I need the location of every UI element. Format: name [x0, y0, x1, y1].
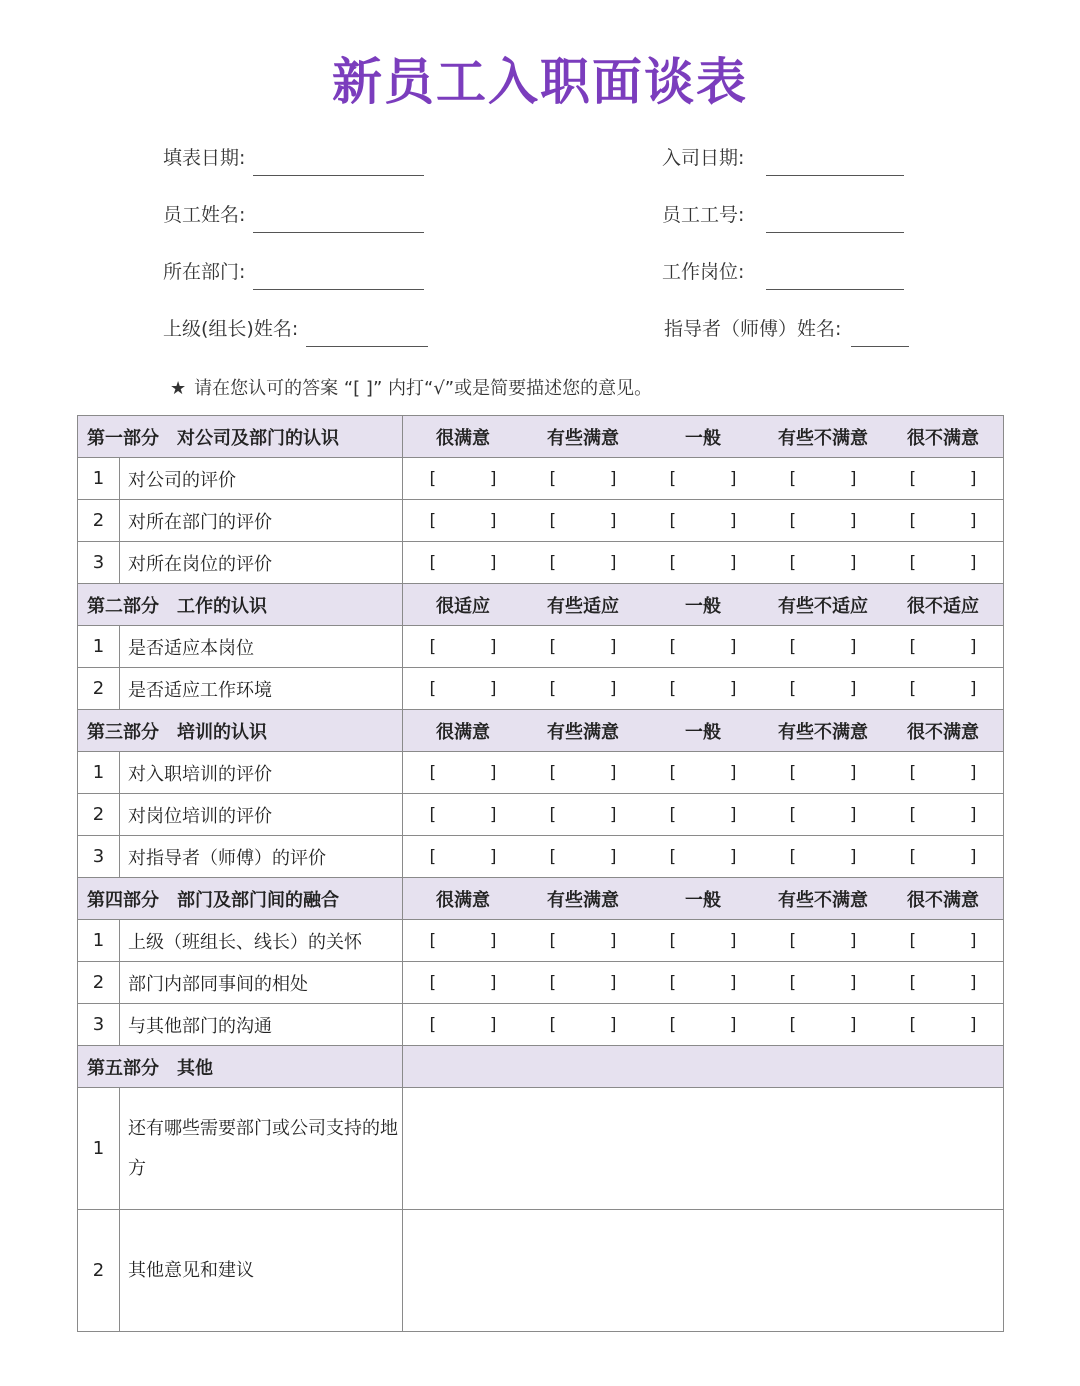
answer-checkbox[interactable]: [ ]	[787, 846, 859, 867]
option-header: 有些不满意	[778, 889, 868, 911]
table-row	[78, 962, 1004, 1004]
answer-checkbox[interactable]: [ ]	[667, 972, 739, 993]
table-row	[78, 1088, 1004, 1210]
option-header: 有些满意	[547, 889, 619, 911]
answer-checkbox[interactable]: [ ]	[787, 1014, 859, 1035]
section-options	[403, 710, 1004, 752]
option-header: 有些适应	[547, 595, 619, 617]
answer-checkbox[interactable]: [ ]	[667, 846, 739, 867]
name-label: 员工姓名:	[163, 204, 246, 226]
option-header: 一般	[685, 595, 721, 617]
answer-checkbox[interactable]: [ ]	[667, 510, 739, 531]
answer-checkbox[interactable]: [ ]	[907, 804, 979, 825]
department-input[interactable]	[253, 265, 424, 290]
row-number: 3	[78, 836, 120, 878]
interview-table	[77, 415, 1004, 1332]
star-icon: ★	[170, 378, 187, 399]
instruction-note	[170, 374, 652, 400]
answer-cell[interactable]	[403, 458, 1004, 500]
answer-checkbox[interactable]: [ ]	[907, 972, 979, 993]
department-label: 所在部门:	[163, 261, 246, 283]
section-header-row	[78, 710, 1004, 752]
question-text: 上级（班组长、线长）的关怀	[120, 920, 403, 962]
row-number: 2	[78, 794, 120, 836]
employee-id-label: 员工工号:	[662, 204, 745, 226]
row-number: 3	[78, 1004, 120, 1046]
answer-checkbox[interactable]: [ ]	[427, 636, 499, 657]
section-title: 第五部分 其他	[78, 1046, 403, 1088]
supervisor-label: 上级(组长)姓名:	[163, 318, 299, 340]
option-header: 一般	[685, 427, 721, 449]
answer-cell[interactable]	[403, 500, 1004, 542]
section-header-row	[78, 416, 1004, 458]
table-row	[78, 752, 1004, 794]
answer-checkbox[interactable]: [ ]	[787, 510, 859, 531]
option-header: 很满意	[436, 889, 490, 911]
answer-checkbox[interactable]: [ ]	[547, 762, 619, 783]
option-header: 有些满意	[547, 721, 619, 743]
answer-checkbox[interactable]: [ ]	[907, 468, 979, 489]
answer-checkbox[interactable]: [ ]	[427, 930, 499, 951]
table-row	[78, 1210, 1004, 1332]
option-header: 一般	[685, 721, 721, 743]
question-text: 对公司的评价	[120, 458, 403, 500]
answer-checkbox[interactable]: [ ]	[787, 804, 859, 825]
fill-date-field	[163, 140, 424, 176]
answer-checkbox[interactable]: [ ]	[787, 636, 859, 657]
section-header-row	[78, 878, 1004, 920]
answer-checkbox[interactable]: [ ]	[787, 930, 859, 951]
comment-box[interactable]	[403, 1088, 1004, 1210]
section-options	[403, 878, 1004, 920]
answer-checkbox[interactable]: [ ]	[547, 510, 619, 531]
name-field	[163, 197, 424, 233]
table-row	[78, 542, 1004, 584]
question-text: 是否适应本岗位	[120, 626, 403, 668]
row-number: 2	[78, 500, 120, 542]
row-number: 3	[78, 542, 120, 584]
table-row	[78, 920, 1004, 962]
answer-checkbox[interactable]: [ ]	[547, 678, 619, 699]
answer-cell[interactable]	[403, 836, 1004, 878]
question-text: 对所在岗位的评价	[120, 542, 403, 584]
answer-checkbox[interactable]: [ ]	[667, 636, 739, 657]
section-header-row	[78, 584, 1004, 626]
answer-checkbox[interactable]: [ ]	[427, 468, 499, 489]
answer-cell[interactable]	[403, 794, 1004, 836]
question-text: 对所在部门的评价	[120, 500, 403, 542]
option-header: 很满意	[436, 721, 490, 743]
answer-checkbox[interactable]: [ ]	[787, 552, 859, 573]
employee-id-field	[662, 197, 904, 233]
section-options	[403, 1046, 1004, 1088]
answer-checkbox[interactable]: [ ]	[427, 510, 499, 531]
option-header: 很满意	[436, 427, 490, 449]
mentor-field	[664, 311, 909, 347]
answer-checkbox[interactable]: [ ]	[667, 762, 739, 783]
row-number: 2	[78, 962, 120, 1004]
answer-checkbox[interactable]: [ ]	[427, 804, 499, 825]
answer-checkbox[interactable]: [ ]	[787, 678, 859, 699]
answer-checkbox[interactable]: [ ]	[547, 972, 619, 993]
option-header: 有些满意	[547, 427, 619, 449]
option-header: 很不满意	[907, 889, 979, 911]
position-label: 工作岗位:	[662, 261, 745, 283]
comment-box[interactable]	[403, 1210, 1004, 1332]
answer-checkbox[interactable]: [ ]	[547, 846, 619, 867]
answer-checkbox[interactable]: [ ]	[547, 552, 619, 573]
row-number: 2	[78, 1210, 120, 1332]
answer-checkbox[interactable]: [ ]	[667, 930, 739, 951]
answer-checkbox[interactable]: [ ]	[427, 972, 499, 993]
answer-cell[interactable]	[403, 626, 1004, 668]
answer-cell[interactable]	[403, 752, 1004, 794]
option-header: 一般	[685, 889, 721, 911]
section-title: 第四部分 部门及部门间的融合	[78, 878, 403, 920]
answer-checkbox[interactable]: [ ]	[667, 468, 739, 489]
join-date-input[interactable]	[766, 151, 904, 176]
row-number: 1	[78, 920, 120, 962]
section-title: 第一部分 对公司及部门的认识	[78, 416, 403, 458]
answer-checkbox[interactable]: [ ]	[667, 1014, 739, 1035]
answer-checkbox[interactable]: [ ]	[427, 678, 499, 699]
answer-checkbox[interactable]: [ ]	[787, 468, 859, 489]
answer-cell[interactable]	[403, 1004, 1004, 1046]
fill-date-input[interactable]	[253, 151, 424, 176]
table-row	[78, 626, 1004, 668]
row-number: 1	[78, 752, 120, 794]
table-row	[78, 668, 1004, 710]
answer-checkbox[interactable]: [ ]	[547, 468, 619, 489]
question-text: 对指导者（师傅）的评价	[120, 836, 403, 878]
name-input[interactable]	[253, 208, 424, 233]
row-number: 2	[78, 668, 120, 710]
option-header: 有些不满意	[778, 427, 868, 449]
table-row	[78, 836, 1004, 878]
row-number: 1	[78, 1088, 120, 1210]
answer-checkbox[interactable]: [ ]	[427, 846, 499, 867]
section-options	[403, 584, 1004, 626]
answer-checkbox[interactable]: [ ]	[667, 552, 739, 573]
fill-date-label: 填表日期:	[163, 147, 246, 169]
table-row	[78, 1004, 1004, 1046]
option-header: 有些不满意	[778, 721, 868, 743]
row-number: 1	[78, 626, 120, 668]
answer-checkbox[interactable]: [ ]	[547, 804, 619, 825]
answer-checkbox[interactable]: [ ]	[907, 930, 979, 951]
answer-checkbox[interactable]: [ ]	[547, 930, 619, 951]
question-text: 其他意见和建议	[120, 1210, 403, 1332]
mentor-label: 指导者（师傅）姓名:	[664, 318, 842, 340]
answer-checkbox[interactable]: [ ]	[547, 636, 619, 657]
answer-checkbox[interactable]: [ ]	[907, 510, 979, 531]
position-input[interactable]	[766, 265, 904, 290]
instruction-text: 请在您认可的答案 “[ ]” 内打“√”或是简要描述您的意见。	[194, 378, 653, 399]
answer-cell[interactable]	[403, 962, 1004, 1004]
option-header: 很不满意	[907, 427, 979, 449]
answer-checkbox[interactable]: [ ]	[907, 552, 979, 573]
answer-cell[interactable]	[403, 920, 1004, 962]
table-row	[78, 458, 1004, 500]
question-text: 与其他部门的沟通	[120, 1004, 403, 1046]
section-title: 第三部分 培训的认识	[78, 710, 403, 752]
answer-cell[interactable]	[403, 668, 1004, 710]
answer-checkbox[interactable]: [ ]	[907, 678, 979, 699]
answer-checkbox[interactable]: [ ]	[907, 762, 979, 783]
join-date-label: 入司日期:	[662, 147, 745, 169]
mentor-input[interactable]	[851, 322, 909, 347]
answer-checkbox[interactable]: [ ]	[667, 678, 739, 699]
table-row	[78, 794, 1004, 836]
answer-checkbox[interactable]: [ ]	[427, 552, 499, 573]
supervisor-input[interactable]	[306, 322, 428, 347]
option-header: 有些不适应	[778, 595, 868, 617]
answer-checkbox[interactable]: [ ]	[907, 636, 979, 657]
department-field	[163, 254, 424, 290]
answer-checkbox[interactable]: [ ]	[787, 972, 859, 993]
position-field	[662, 254, 904, 290]
section-header-row	[78, 1046, 1004, 1088]
table-row	[78, 500, 1004, 542]
row-number: 1	[78, 458, 120, 500]
option-header: 很不满意	[907, 721, 979, 743]
supervisor-field	[163, 311, 428, 347]
section-title: 第二部分 工作的认识	[78, 584, 403, 626]
question-text: 对入职培训的评价	[120, 752, 403, 794]
answer-checkbox[interactable]: [ ]	[427, 762, 499, 783]
answer-checkbox[interactable]: [ ]	[667, 804, 739, 825]
answer-checkbox[interactable]: [ ]	[907, 1014, 979, 1035]
section-options	[403, 416, 1004, 458]
question-text: 还有哪些需要部门或公司支持的地方	[120, 1088, 403, 1210]
page-title: 新员工入职面谈表	[332, 53, 748, 111]
answer-checkbox[interactable]: [ ]	[547, 1014, 619, 1035]
answer-checkbox[interactable]: [ ]	[907, 846, 979, 867]
answer-cell[interactable]	[403, 542, 1004, 584]
answer-checkbox[interactable]: [ ]	[787, 762, 859, 783]
question-text: 对岗位培训的评价	[120, 794, 403, 836]
join-date-field	[662, 140, 904, 176]
question-text: 是否适应工作环境	[120, 668, 403, 710]
option-header: 很适应	[436, 595, 490, 617]
employee-id-input[interactable]	[766, 208, 904, 233]
option-header: 很不适应	[907, 595, 979, 617]
answer-checkbox[interactable]: [ ]	[427, 1014, 499, 1035]
question-text: 部门内部同事间的相处	[120, 962, 403, 1004]
